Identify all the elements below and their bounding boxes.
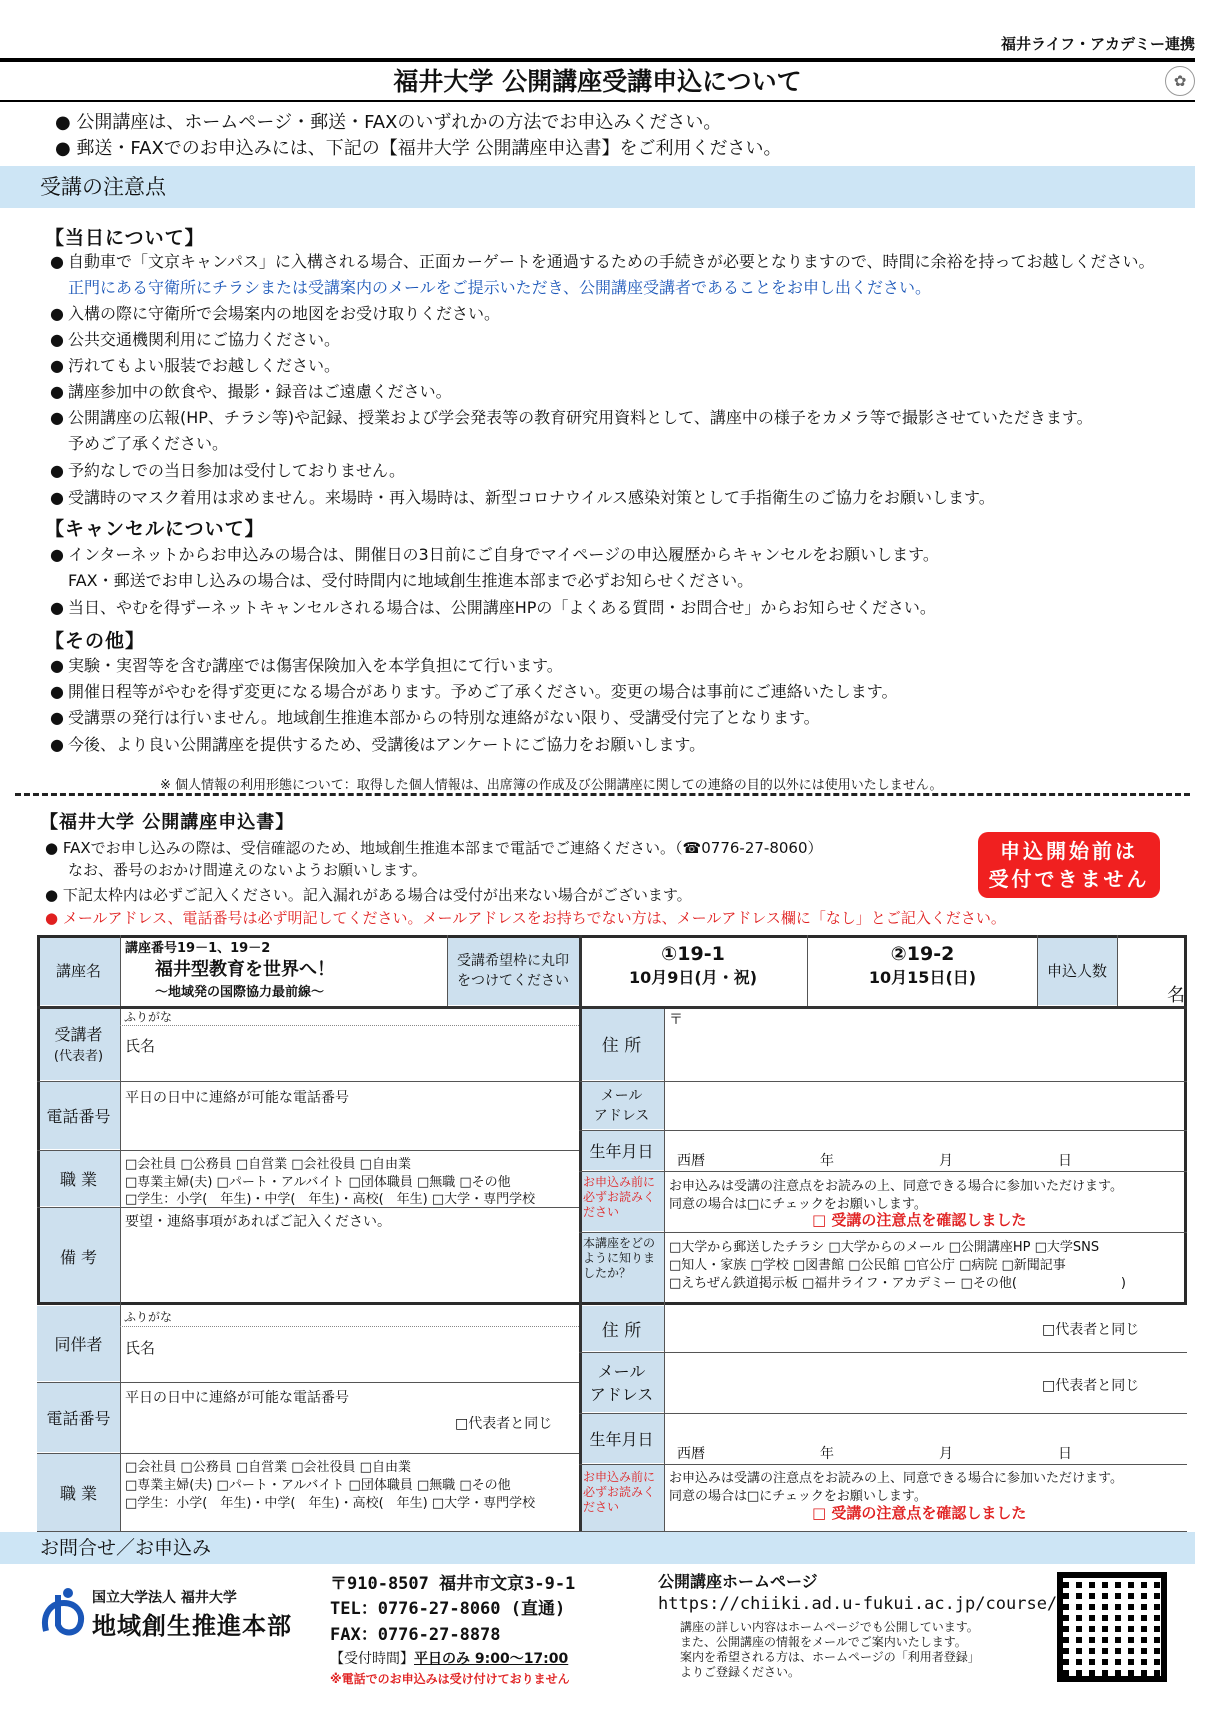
address-label: 住 所	[579, 1006, 664, 1080]
notice-band: 受講の注意点	[0, 166, 1195, 208]
consent-instruction: 同意の場合は□にチェックをお願いします。	[669, 1197, 927, 1212]
privacy-note: ※ 個人情報の利用形態について：取得した個人情報は、出席簿の作成及び公開講座に関しての連絡の目的以外には使用いたしません。	[160, 778, 943, 793]
hp-url[interactable]: https://chiiki.ad.u-fukui.ac.jp/course/	[658, 1594, 1058, 1614]
header-tag: 福井ライフ・アカデミー連携	[1001, 35, 1195, 53]
contact-fax: FAX：0776-27-8878	[330, 1625, 501, 1645]
companion-name-field[interactable]: 氏名	[125, 1339, 156, 1357]
list-item: 予めご了承ください。	[68, 434, 229, 453]
form-note: ● 下記太枠内は必ずご記入ください。記入漏れがある場合は受付が出来ない場合がございます。	[45, 886, 692, 904]
course-subtitle: ～地域発の国際協力最前線～	[155, 985, 325, 1000]
course-number: 講座番号19－1、19－2	[125, 941, 271, 956]
furigana-label: ふりがな	[124, 1010, 173, 1024]
count-unit: 名	[1167, 985, 1185, 1006]
count-label: 申込人数	[1037, 935, 1117, 1005]
consent-checkbox[interactable]: □ 受講の注意点を確認しました	[812, 1211, 1027, 1229]
org-line-1: 国立大学法人 福井大学	[92, 1590, 237, 1606]
source-options-1[interactable]: □大学から郵送したチラシ □大学からのメール □公開講座HP □大学SNS	[669, 1240, 1100, 1255]
course-label: 講座名	[37, 935, 120, 1005]
source-options-3[interactable]: □えちぜん鉄道掲示板 □福井ライフ・アカデミー □その他( )	[669, 1276, 1126, 1291]
source-label: 本講座をどのように知りましたか？	[579, 1232, 664, 1305]
intro-line-1: ● 公開講座は、ホームページ・郵送・FAXのいずれかの方法でお申込みください。	[55, 112, 722, 133]
page-title: 福井大学 公開講座受講申込について	[393, 67, 802, 96]
list-item: FAX・郵送でお申し込みの場合は、受付時間内に地域創生推進本部まで必ずお知らせください。	[68, 571, 754, 590]
qr-code-icon[interactable]	[1057, 1572, 1167, 1682]
companion-must-read-label: お申込み前に必ずお読みください	[579, 1464, 664, 1531]
companion-phone-field[interactable]: 平日の日中に連絡が可能な電話番号	[125, 1390, 349, 1406]
hp-label: 公開講座ホームページ	[658, 1572, 818, 1591]
companion-phone-label: 電話番号	[37, 1382, 120, 1452]
applicant-label: 受講者 (代表者)	[37, 1006, 120, 1080]
university-logo	[40, 1585, 88, 1637]
contact-address: 〒910-8507 福井市文京3-9-1	[330, 1574, 576, 1594]
contact-band: お問合せ／お申込み	[0, 1532, 1195, 1564]
list-item: ● 受講時のマスク着用は求めません。来場時・再入場時は、新型コロナウイルス感染対策として手指衛生のご協力をお願いします。	[50, 488, 995, 507]
companion-label: 同伴者	[37, 1306, 120, 1381]
email-field[interactable]	[669, 1087, 1179, 1127]
title-bar	[0, 58, 1195, 102]
companion-consent-instruction: 同意の場合は□にチェックをお願いします。	[669, 1489, 927, 1504]
companion-phone-same[interactable]: □代表者と同じ	[455, 1416, 553, 1432]
companion-consent-checkbox[interactable]: □ 受講の注意点を確認しました	[812, 1504, 1027, 1522]
must-read-label: お申込み前に必ずお読みください	[579, 1171, 664, 1231]
cut-line	[15, 793, 1190, 796]
slot-1[interactable]: ①19-1 10月9日(月・祝)	[628, 943, 758, 987]
companion-job-options-1[interactable]: □会社員 □公務員 □自営業 □会社役員 □自由業	[125, 1460, 411, 1475]
form-note: ● FAXでお申し込みの際は、受信確認のため、地域創生推進本部まで電話でご連絡ください。（☎0776-27-8060）	[45, 839, 823, 857]
name-field[interactable]: 氏名	[125, 1037, 156, 1055]
phone-label: 電話番号	[37, 1081, 120, 1149]
list-item: ● 当日、やむを得ずーネットキャンセルされる場合は、公開講座HPの「よくある質問・お問合せ」からお知らせください。	[50, 598, 936, 617]
circle-instruction: 受講希望枠に丸印 をつけてください	[447, 935, 579, 1005]
source-options-2[interactable]: □知人・家族 □学校 □図書館 □公民館 □官公庁 □病院 □新聞記事	[669, 1258, 1066, 1273]
application-form	[37, 935, 1187, 1531]
email-label: メール アドレス	[579, 1081, 664, 1129]
companion-job-options-3[interactable]: □学生：小学( 年生)・中学( 年生)・高校( 年生) □大学・専門学校	[125, 1496, 536, 1511]
companion-dob-label: 生年月日	[579, 1413, 664, 1463]
list-item: ● 講座参加中の飲食や、撮影・録音はご遠慮ください。	[50, 382, 452, 401]
section-heading-other: 【その他】	[45, 630, 146, 652]
list-item: ● 汚れてもよい服装でお越しください。	[50, 356, 341, 375]
job-options-3[interactable]: □学生：小学( 年生)・中学( 年生)・高校( 年生) □大学・専門学校	[125, 1192, 536, 1207]
not-yet-open-badge: 申込開始前は 受付できません	[978, 832, 1160, 898]
list-item: ● 予約なしでの当日参加は受付しておりません。	[50, 461, 405, 480]
job-label: 職 業	[37, 1150, 120, 1206]
job-options-2[interactable]: □専業主婦(夫) □パート・アルバイト □団体職員 □無職 □その他	[125, 1175, 511, 1190]
job-options-1[interactable]: □会社員 □公務員 □自営業 □会社役員 □自由業	[125, 1157, 411, 1172]
companion-job-label: 職 業	[37, 1453, 120, 1531]
contact-hours: 【受付時間】平日のみ 9:00～17:00	[330, 1651, 569, 1667]
list-item: ● 入構の際に守衛所で会場案内の地図をお受け取りください。	[50, 304, 501, 323]
remarks-field[interactable]: 要望・連絡事項があればご記入ください。	[125, 1214, 391, 1230]
hp-description: 講座の詳しい内容はホームページでも公開しています。 また、公開講座の情報をメールでご案内いたします。 案内を希望される方は、ホームページの「利用者登録」 よりご登録ください。	[680, 1620, 980, 1679]
dob-field[interactable]: 西暦 年 月 日	[677, 1153, 1072, 1169]
phone-field[interactable]: 平日の日中に連絡が可能な電話番号	[125, 1090, 349, 1106]
intro-line-2: ● 郵送・FAXでのお申込みには、下記の【福井大学 公開講座申込書】をご利用ください。	[55, 138, 782, 159]
address-field[interactable]: 〒	[669, 1012, 683, 1028]
list-item: ● インターネットからお申込みの場合は、開催日の3日前にご自身でマイページの申込履歴からキャンセルをお願いします。	[50, 545, 939, 564]
mascot-icon: ✿	[1165, 66, 1195, 96]
list-item: ● 実験・実習等を含む講座では傷害保険加入を本学負担にて行います。	[50, 656, 563, 675]
companion-job-options-2[interactable]: □専業主婦(夫) □パート・アルバイト □団体職員 □無職 □その他	[125, 1478, 511, 1493]
companion-furigana-label: ふりがな	[124, 1310, 173, 1324]
companion-address-label: 住 所	[579, 1306, 664, 1351]
list-item: ● 受講票の発行は行いません。地域創生推進本部からの特別な連絡がない限り、受講受付完了となります。	[50, 708, 820, 727]
form-note: なお、番号のおかけ間違えのないようお願いします。	[68, 861, 427, 879]
phone-warning: ※電話でのお申込みは受け付けておりません	[330, 1672, 570, 1686]
remarks-label: 備 考	[37, 1207, 120, 1305]
org-line-2: 地域創生推進本部	[92, 1612, 292, 1640]
companion-address-same[interactable]: □代表者と同じ	[1042, 1322, 1140, 1338]
section-heading-cancel: 【キャンセルについて】	[45, 518, 265, 540]
list-item: ● 今後、より良い公開講座を提供するため、受講後はアンケートにご協力をお願いします。	[50, 735, 706, 754]
form-heading: 【福井大学 公開講座申込書】	[40, 812, 295, 833]
list-item: ● 自動車で「文京キャンパス」に入構される場合、正面カーゲートを通過するための手続きが必要となりますので、時間に余裕を持ってお越しください。	[50, 252, 1155, 271]
contact-tel: TEL：0776-27-8060 (直通)	[330, 1599, 566, 1619]
consent-text: お申込みは受講の注意点をお読みの上、同意できる場合に参加いただけます。	[669, 1179, 1123, 1194]
companion-consent-text: お申込みは受講の注意点をお読みの上、同意できる場合に参加いただけます。	[669, 1471, 1123, 1486]
list-item: 正門にある守衛所にチラシまたは受講案内のメールをご提示いただき、公開講座受講者であることをお申し出ください。	[68, 278, 932, 297]
companion-email-label: メール アドレス	[579, 1352, 664, 1412]
list-item: ● 公共交通機関利用にご協力ください。	[50, 330, 341, 349]
form-note-warning: ● メールアドレス、電話番号は必ず明記してください。メールアドレスをお持ちでない方は、メールアドレス欄に「なし」とご記入ください。	[45, 909, 1006, 927]
dob-label: 生年月日	[579, 1130, 664, 1170]
companion-email-same[interactable]: □代表者と同じ	[1042, 1378, 1140, 1394]
slot-2[interactable]: ②19-2 10月15日(日)	[868, 943, 977, 987]
course-title: 福井型教育を世界へ！	[155, 959, 335, 980]
list-item: ● 公開講座の広報(HP、チラシ等)や記録、授業および学会発表等の教育研究用資料として、講座中の様子をカメラ等で撮影させていただきます。	[50, 408, 1093, 427]
section-heading-day: 【当日について】	[45, 227, 205, 249]
list-item: ● 開催日程等がやむを得ず変更になる場合があります。予めご了承ください。変更の場合は事前にご連絡いたします。	[50, 682, 898, 701]
companion-dob-field[interactable]: 西暦 年 月 日	[677, 1446, 1072, 1462]
